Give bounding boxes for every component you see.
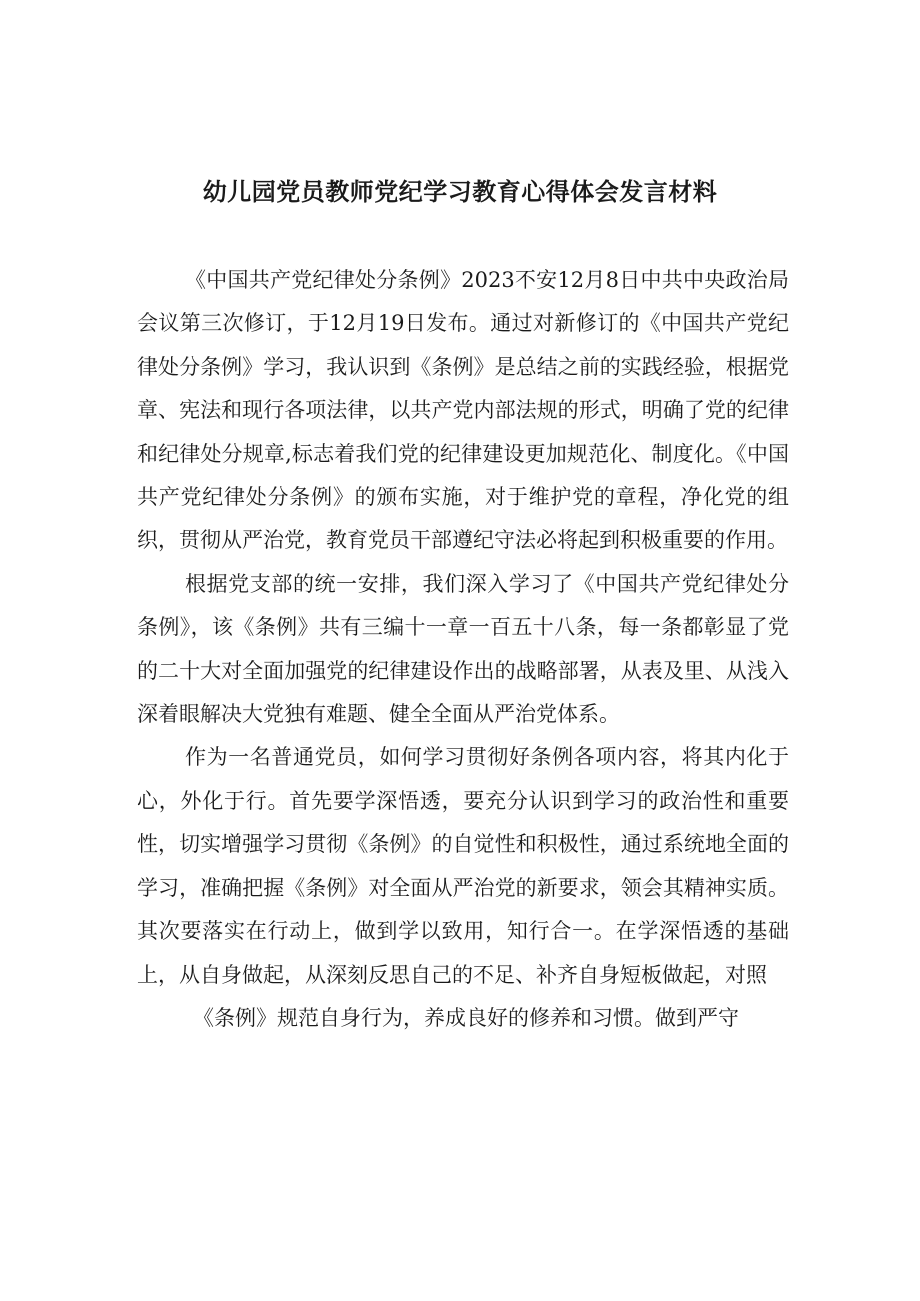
paragraph-4: 《条例》规范自身行为，养成良好的修养和习惯。做到严守 xyxy=(193,1005,739,1030)
document-title: 幼儿园党员教师党纪学习教育心得体会发言材料 xyxy=(202,178,718,206)
paragraph-3: 作为一名普通党员，如何学习贯彻好条例各项内容，将其内化于心，外化于行。首先要学深悟透，要充分认识到学习的政治性和重要性，切实增强学习贯彻《条例》的自觉性和积极性，通过系统地全面的学习，准确把握《条例》对全面从严治党的新要求，领会其精神实质。其次要落实在行动上，做到学以致用，知行合一。在学深悟透的基础上，从自身做起，从深刻反思自己的不足、补齐自身短板做起，对照 xyxy=(137,745,789,987)
document-body xyxy=(137,259,789,1040)
paragraph-2: 根据党支部的统一安排，我们深入学习了《中国共产党纪律处分条例》，该《条例》共有三编十一章一百五十八条，每一条都彰显了党的二十大对全面加强党的纪律建设作出的战略部署，从表及里、从浅入深着眼解决大党独有难题、健全全面从严治党体系。 xyxy=(137,571,789,727)
paragraph-1: 《中国共产党纪律处分条例》2023不安12月8日中共中央政治局会议第三次修订，于12月19日发布。通过对新修订的《中国共产党纪律处分条例》学习，我认识到《条例》是总结之前的实践经验，根据党章、宪法和现行各项法律，以共产党内部法规的形式，明确了党的纪律和纪律处分规章,标志着我们党的纪律建设更加规范化、制度化。《中国共产党纪律处分条例》的颁布实施，对于维护党的章程，净化党的组织，贯彻从严治党，教育党员干部遵纪守法必将起到积极重要的作用。 xyxy=(137,268,789,553)
